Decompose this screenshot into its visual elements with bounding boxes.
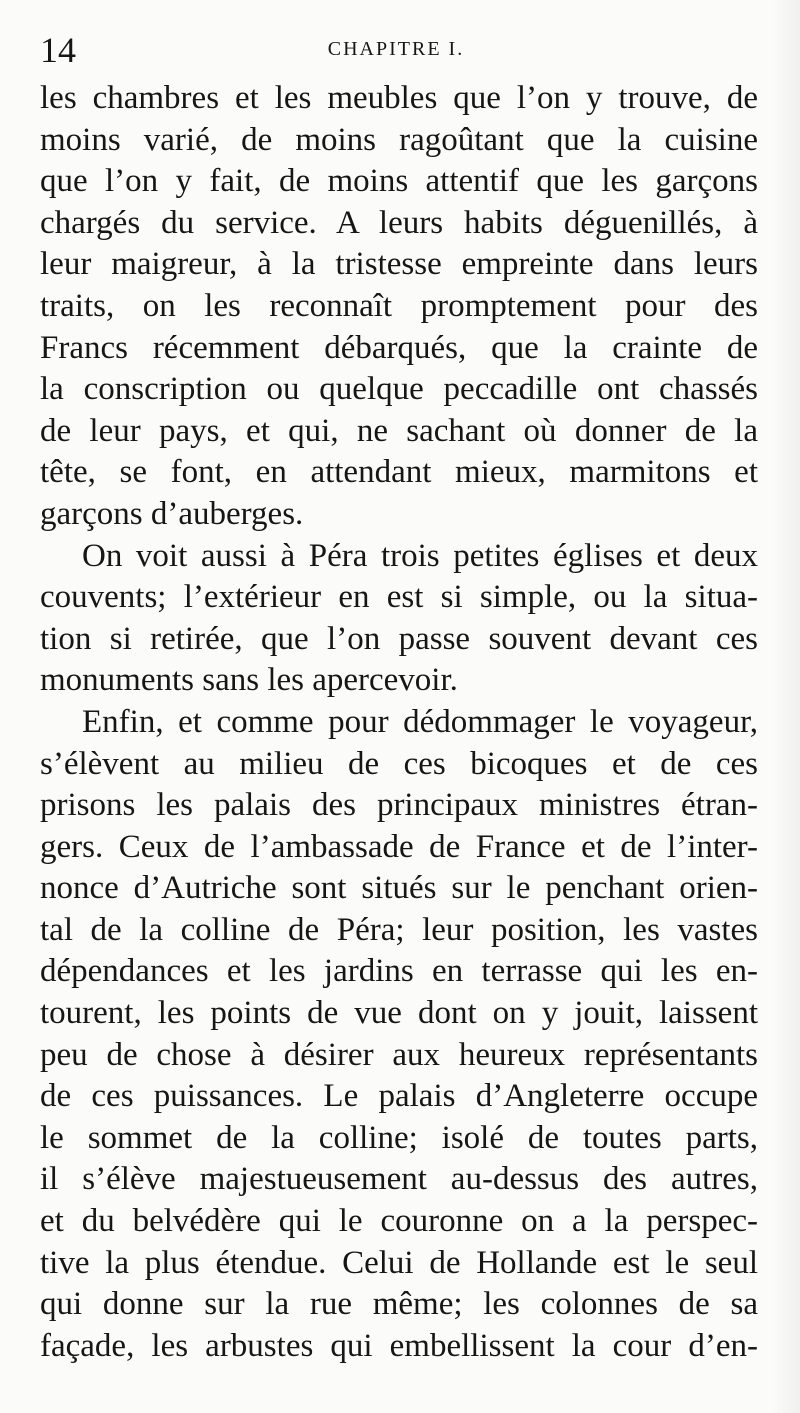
paragraph-first-line: On voit aussi à Péra trois petites églises et deux: [82, 537, 758, 574]
text-line: les chambres et les meubles que l’on y trouve, de: [40, 80, 758, 116]
text-line: garçons d’auberges.: [40, 495, 304, 532]
paragraph-first-line: Enfin, et comme pour dédommager le voyageur,: [82, 703, 758, 740]
text-line: monuments sans les apercevoir.: [40, 662, 458, 699]
text-line: chargés du service. A leurs habits déguenillés, à: [40, 204, 758, 241]
running-head: CHAPITRE I.: [327, 38, 465, 60]
text-line: peu de chose à désirer aux heureux représentants: [40, 1036, 758, 1073]
page-header: [40, 30, 752, 70]
text-line: que l’on y fait, de moins attentif que les garçons: [40, 163, 758, 200]
body-text: [40, 78, 758, 1367]
text-line: de leur pays, et qui, ne sachant où donner de la: [40, 412, 758, 449]
text-line: tive la plus étendue. Celui de Hollande est le seul: [40, 1244, 758, 1281]
text-line: tourent, les points de vue dont on y jouit, laissent: [40, 995, 758, 1032]
text-line: de ces puissances. Le palais d’Angleterre occupe: [40, 1078, 758, 1115]
page-number: 14: [40, 30, 76, 70]
text-line: s’élèvent au milieu de ces bicoques et de ces: [40, 745, 758, 782]
text-line: gers. Ceux de l’ambassade de France et de l’inter-: [40, 828, 758, 865]
text-line: le sommet de la colline; isolé de toutes parts,: [40, 1119, 758, 1156]
text-line: couvents; l’extérieur en est si simple, ou la situa-: [40, 579, 758, 616]
text-line: tion si retirée, que l’on passe souvent devant ces: [40, 620, 758, 657]
text-line: prisons les palais des principaux ministres étran-: [40, 787, 758, 824]
text-line: façade, les arbustes qui embellissent la cour d’en-: [40, 1327, 758, 1364]
text-line: il s’élève majestueusement au-dessus des autres,: [40, 1161, 758, 1198]
text-line: moins varié, de moins ragoûtant que la cuisine: [40, 121, 758, 158]
text-line: Francs récemment débarqués, que la crainte de: [40, 329, 758, 366]
text-line: nonce d’Autriche sont situés sur le penchant orien-: [40, 870, 758, 907]
text-line: tal de la colline de Péra; leur position, les vastes: [40, 911, 758, 948]
page-edge-shadow: [772, 0, 800, 1413]
text-line: traits, on les reconnaît promptement pour des: [40, 287, 758, 324]
text-line: dépendances et les jardins en terrasse qui les en-: [40, 953, 758, 990]
text-line: qui donne sur la rue même; les colonnes de sa: [40, 1286, 758, 1323]
text-line: et du belvédère qui le couronne on a la perspec-: [40, 1203, 758, 1240]
text-line: tête, se font, en attendant mieux, marmitons et: [40, 454, 758, 491]
text-line: la conscription ou quelque peccadille ont chassés: [40, 371, 758, 408]
text-line: leur maigreur, à la tristesse empreinte dans leurs: [40, 246, 758, 283]
